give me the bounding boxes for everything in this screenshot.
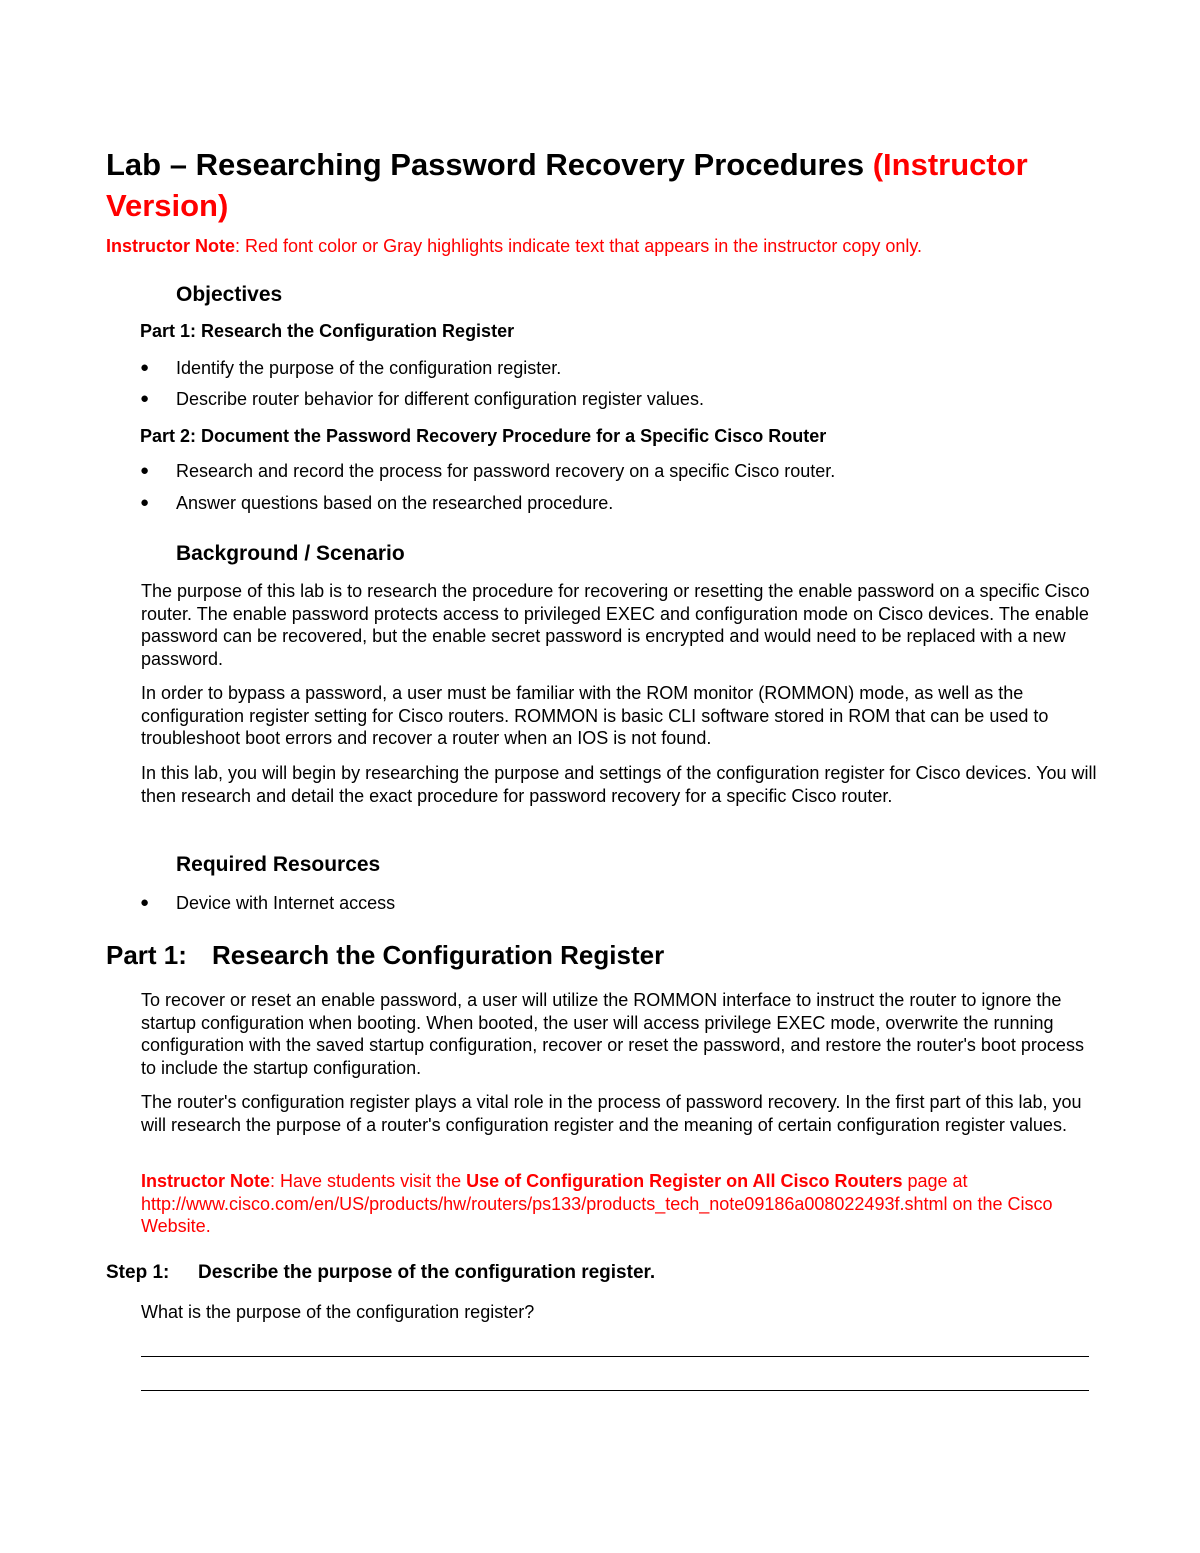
required-resources-heading: Required Resources: [176, 853, 381, 876]
step1-question: What is the purpose of the configuration register?: [141, 1302, 535, 1322]
part1-section-heading: [106, 940, 664, 971]
instructor-note-label: Instructor Note: [141, 1171, 271, 1191]
instructor-note-top: [106, 236, 1106, 257]
background-paragraph: The purpose of this lab is to research the procedure for recovering or resetting the enable password on a specific Cisco router. The enable password protects access to privileged EXEC and configuration mode on Cisco devices. The enable password can be recovered, but the enable secret password is encrypted and would need to be replaced with a new password.: [141, 581, 1090, 669]
part1-number: Part 1:: [106, 940, 187, 970]
step1-title: Describe the purpose of the configuration register.: [198, 1262, 656, 1283]
step1-heading: [106, 1262, 655, 1284]
title-main: Lab – Researching Password Recovery Procedures: [106, 147, 865, 182]
title-instructor-suffix: (Instructor Version): [106, 147, 1028, 223]
bullet-icon: ●: [140, 390, 150, 407]
background-paragraph: In order to bypass a password, a user must be familiar with the ROM monitor (ROMMON) mode, as well as the configuration register setting for Cisco routers. ROMMON is basic CLI software stored in ROM that can be used to troubleshoot boot errors and recover a router when an IOS is not found.: [141, 683, 1049, 748]
objectives-heading: Objectives: [176, 283, 283, 306]
instructor-note-text: : Red font color or Gray highlights indicate text that appears in the instructor copy only.: [235, 236, 923, 256]
bullet-icon: ●: [140, 494, 150, 511]
bullet-icon: ●: [140, 894, 150, 911]
config-register-link-title: Use of Configuration Register on All Cisco Routers: [466, 1171, 903, 1191]
instructor-note-part1: Instructor Note: Have students visit the Use of Configuration Register on All Cisco Routers page at http://www.cisco.com/en/US/products/hw/routers/ps133/products_tech_note09186a008022493f.shtml on the Cisco Website.: [141, 1171, 1053, 1236]
background-paragraph: In this lab, you will begin by researching the purpose and settings of the configuration register for Cisco devices. You will then research and detail the exact procedure for password recovery for a specific Cisco router.: [141, 763, 1097, 806]
answer-line[interactable]: [141, 1390, 1089, 1391]
objective-part2-heading: Part 2: Document the Password Recovery Procedure for a Specific Cisco Router: [140, 426, 827, 446]
bullet-icon: ●: [140, 359, 150, 376]
instructor-note-label: Instructor Note: [106, 236, 236, 256]
page-title: [106, 144, 1066, 226]
part1-paragraph: The router's configuration register plays a vital role in the process of password recovery. In the first part of this lab, you will research the purpose of a router's configuration register and the meaning of certain configuration register values.: [141, 1092, 1082, 1135]
bullet-icon: ●: [140, 462, 150, 479]
answer-line[interactable]: [141, 1356, 1089, 1357]
objective-part1-heading: Part 1: Research the Configuration Register: [140, 321, 515, 341]
document-page: Lab – Researching Password Recovery Procedures (Instructor Version) Instructor Note: Red font color or Gray highlights indicate text that appears in the instructor copy only. Objectives Part 1: Research the Configuration Register ● Identify the purpose of the configuration register. ● Describe router behavior for different configuration register values. Part 2: Document the Password Recovery Procedure for a Specific Cisco Router ● Research and record the process for password recovery on a specific Cisco router. ● Answer questions based on the researched procedure. Background / Scenario The purpose of this lab is to research the procedure for recovering or resetting the enable password on a specific Cisco router. The enable password protects access to privileged EXEC and configuration mode on Cisco devices. The enable password can be recovered, but the enable secret password is encrypted and would need to be replaced with a new password. In order to bypass a password, a user must be familiar with the ROM monitor (ROMMON) mode, as well as the configuration register setting for Cisco routers. ROMMON is basic CLI software stored in ROM that can be used to troubleshoot boot errors and recover a router when an IOS is not found. In this lab, you will begin by researching the purpose and settings of the configuration register for Cisco devices. You will then research and detail the exact procedure for password recovery for a specific Cisco router. Required Resources ● Device with Internet access Part 1: Research the Configuration Register To recover or reset an enable password, a user will utilize the ROMMON interface to instruct the router to ignore the startup configuration when booting. When booted, the user will access privilege EXEC mode, overwrite the running configuration with the saved startup configuration, recover or reset the password, and restore the router's boot process to include the startup configuration. The router's configuration register plays a vital role in the process of password recovery. In the first part of this lab, you will research the purpose of a router's configuration register and the meaning of certain configuration register values. Instructor Note: Have students visit the Use of Configuration Register on All Cisco Routers page at http://www.cisco.com/en/US/products/hw/routers/ps133/products_tech_note09186a008022493f.shtml on the Cisco Website. Step 1: Describe the purpose of the configuration register. What is the purpose of the configuration register?: [0, 0, 1200, 1553]
background-heading: Background / Scenario: [176, 542, 405, 565]
part1-title: Research the Configuration Register: [212, 940, 665, 970]
step1-number: Step 1:: [106, 1262, 170, 1283]
part1-paragraph: To recover or reset an enable password, a user will utilize the ROMMON interface to instruct the router to ignore the startup configuration when booting. When booted, the user will access privilege EXEC mode, overwrite the running configuration with the saved startup configuration, recover or reset the password, and restore the router's boot process to include the startup configuration.: [141, 990, 1084, 1078]
